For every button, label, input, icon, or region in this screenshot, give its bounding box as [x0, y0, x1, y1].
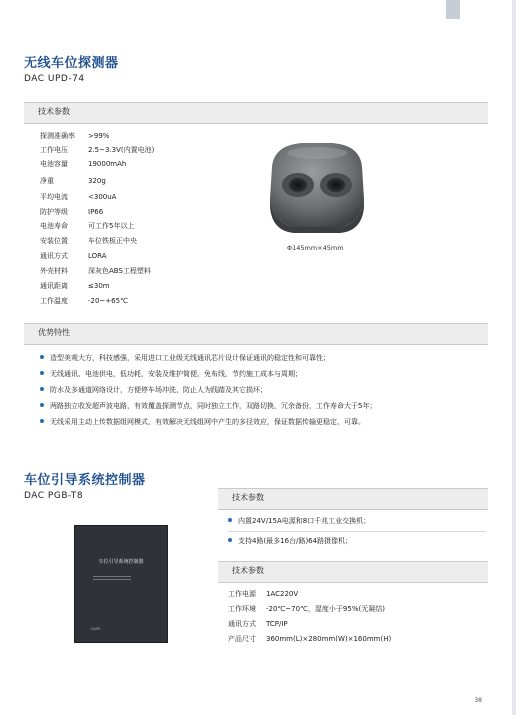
- spec-row: [40, 264, 151, 278]
- controller-logo: DAPK: [91, 627, 101, 631]
- spec-row: [40, 143, 154, 157]
- section-label: 技术参数: [38, 107, 70, 116]
- spec-value: 车位铁板正中央: [88, 237, 137, 245]
- spec-key: 工作环境: [228, 605, 256, 613]
- spec-value: ≤30m: [88, 282, 110, 290]
- page-edge: [512, 0, 516, 715]
- spec-key: 平均电流: [40, 193, 68, 201]
- list-item: [40, 353, 330, 363]
- feature-text: 支持4路(最多16台/路)64路摄像机；: [238, 537, 353, 545]
- list-item: [228, 536, 352, 546]
- spec-row: [40, 294, 128, 308]
- spec-value: -20℃~70℃，湿度小于95%(无凝结): [266, 605, 385, 613]
- feature-text: 内置24V/15A电源和8口千兆工业交换机；: [238, 517, 371, 525]
- product2-specs-header: [218, 561, 488, 583]
- spec-value: 19000mAh: [88, 160, 127, 168]
- product2-title: 车位引导系统控制器: [24, 473, 146, 488]
- spec-key: 净重: [40, 177, 54, 185]
- spec-key: 工作电压: [40, 146, 68, 154]
- corner-tab: [446, 0, 460, 19]
- product1-title: 无线车位探测器: [24, 56, 119, 71]
- feature-text: 两路独立收发超声波电路，有效覆盖探测节点，同时独立工作，双路切换，冗余备份，工作寿命大于5年；: [50, 402, 377, 410]
- list-item: [40, 401, 376, 411]
- spec-value: 320g: [88, 177, 106, 185]
- list-item: [228, 516, 370, 526]
- spec-key: 通讯方式: [228, 620, 256, 628]
- bullet-icon: [40, 419, 44, 423]
- list-item: [40, 417, 365, 427]
- controller-label-lines: [93, 576, 131, 582]
- detector-image: [262, 137, 372, 237]
- spec-value: TCP/IP: [266, 620, 288, 628]
- spec-value: 360mm(L)×280mm(W)×160mm(H): [266, 635, 392, 643]
- spec-key: 防护等级: [40, 208, 68, 216]
- bullet-icon: [228, 518, 232, 522]
- product1-tech-header: [24, 102, 488, 124]
- spec-key: 通讯方式: [40, 252, 68, 260]
- section-label: 技术参数: [232, 493, 264, 502]
- feature-text: 无线采用主动上传数据组网模式，有效解决无线组网中产生的多径效应，保证数据传输更稳定、可靠。: [50, 418, 365, 426]
- spec-key: 通讯距离: [40, 282, 68, 290]
- spec-value: 1AC220V: [266, 590, 299, 598]
- spec-value: IP66: [88, 208, 104, 216]
- bullet-icon: [40, 403, 44, 407]
- spec-value: 2.5~3.3V(内置电池): [88, 146, 155, 154]
- spec-row: [228, 617, 288, 631]
- spec-row: [40, 219, 134, 233]
- spec-key: 电池容量: [40, 160, 68, 168]
- spec-key: 电池寿命: [40, 222, 68, 230]
- feature-text: 防水及多通道网络设计，方便停车场冲洗，防止人为践踏及其它损坏；: [50, 386, 267, 394]
- spec-row: [40, 249, 107, 263]
- spec-value: LORA: [88, 252, 107, 260]
- detector-dimension-caption: Φ145mm×45mm: [287, 244, 344, 252]
- spec-key: 工作温度: [40, 297, 68, 305]
- product2-tech-header: [218, 488, 488, 510]
- bullet-icon: [40, 355, 44, 359]
- feature-text: 造型美观大方，科技感强，采用进口工业级无线通讯芯片设计保证通讯的稳定性和可靠性；: [50, 354, 330, 362]
- spec-row: [40, 129, 109, 143]
- spec-row: [40, 205, 103, 219]
- spec-row: [40, 190, 116, 204]
- section-label: 技术参数: [232, 566, 264, 575]
- controller-label: 车位引导系统控制器: [98, 559, 144, 565]
- spec-key: 安装位置: [40, 237, 68, 245]
- spec-key: 探测准确率: [40, 132, 75, 140]
- bullet-icon: [40, 371, 44, 375]
- spec-row: [40, 174, 106, 188]
- controller-image: [74, 525, 168, 643]
- spec-value: 深灰色ABS工程塑料: [88, 267, 151, 275]
- spec-row: [228, 602, 385, 616]
- spec-row: [40, 279, 110, 293]
- spec-value: 可工作5年以上: [88, 222, 135, 230]
- bullet-icon: [228, 538, 232, 542]
- spec-key: 外壳材料: [40, 267, 68, 275]
- bullet-icon: [40, 387, 44, 391]
- spec-value: -20~+65℃: [88, 297, 128, 305]
- divider: [228, 531, 486, 532]
- product2-model: DAC PGB-T8: [24, 491, 84, 501]
- product1-model: DAC UPD-74: [24, 74, 85, 84]
- spec-row: [40, 234, 137, 248]
- spec-key: 产品尺寸: [228, 635, 256, 643]
- spec-value: <300uA: [88, 193, 117, 201]
- section-label: 优势特性: [38, 328, 70, 337]
- page-number: 38: [474, 697, 482, 704]
- list-item: [40, 369, 302, 379]
- spec-row: [228, 587, 298, 601]
- feature-text: 无线通讯、电池供电，低功耗，安装及维护简便，免布线，节约施工成本与周期；: [50, 370, 302, 378]
- spec-row: [228, 632, 391, 646]
- product1-features-header: [24, 323, 488, 345]
- spec-value: >99%: [88, 132, 110, 140]
- spec-key: 工作电源: [228, 590, 256, 598]
- list-item: [40, 385, 267, 395]
- spec-row: [40, 157, 126, 171]
